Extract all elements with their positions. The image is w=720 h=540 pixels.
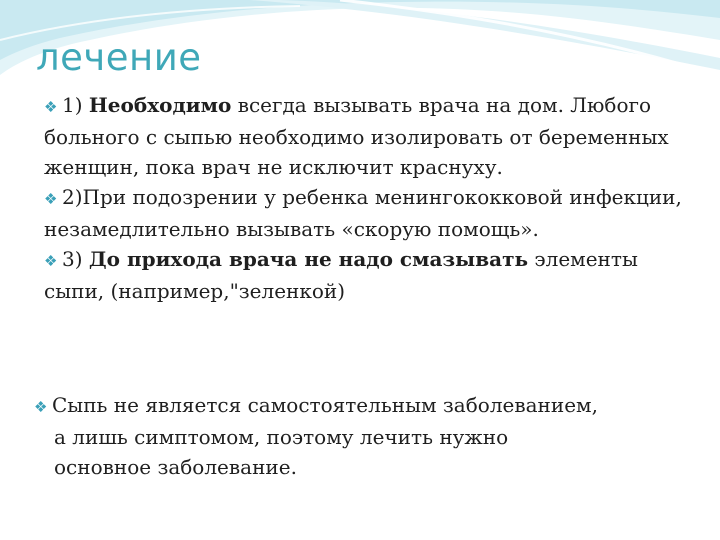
- item-text: элементы сыпи, (например,"зеленкой): [44, 247, 638, 303]
- item-bold-text: До прихода врача не надо смазывать: [88, 247, 529, 271]
- diamond-bullet-icon: ❖: [44, 190, 58, 208]
- list-item: [44, 244, 684, 306]
- note-line: [34, 422, 694, 452]
- diamond-bullet-icon: ❖: [34, 398, 48, 416]
- item-prefix: 3): [62, 247, 89, 271]
- diamond-bullet-icon: ❖: [44, 252, 58, 270]
- note-line-3: основное заболевание.: [54, 455, 297, 479]
- list-item: [44, 90, 684, 182]
- item-prefix: 1): [62, 93, 89, 117]
- note-line-1: Сыпь не является самостоятельным заболеванием,: [52, 393, 598, 417]
- item-text: При подозрении у ребенка менингококковой инфекции, незамедлительно вызывать «скорую помощь».: [44, 185, 682, 241]
- item-prefix: 2): [62, 185, 83, 209]
- summary-note: [34, 390, 694, 482]
- slide-title: лечение: [36, 36, 202, 79]
- diamond-bullet-icon: ❖: [44, 98, 58, 116]
- item-bold-text: Необходимо: [88, 93, 232, 117]
- treatment-list: [44, 90, 684, 306]
- item-text: всегда вызывать врача на дом. Любого больного с сыпью необходимо изолировать от беременных женщин, пока врач не исключит краснуху.: [44, 93, 669, 179]
- note-line: [34, 390, 694, 422]
- note-line-2: а лишь симптомом, поэтому лечить нужно: [54, 425, 509, 449]
- note-line: [34, 452, 694, 482]
- list-item: [44, 182, 684, 244]
